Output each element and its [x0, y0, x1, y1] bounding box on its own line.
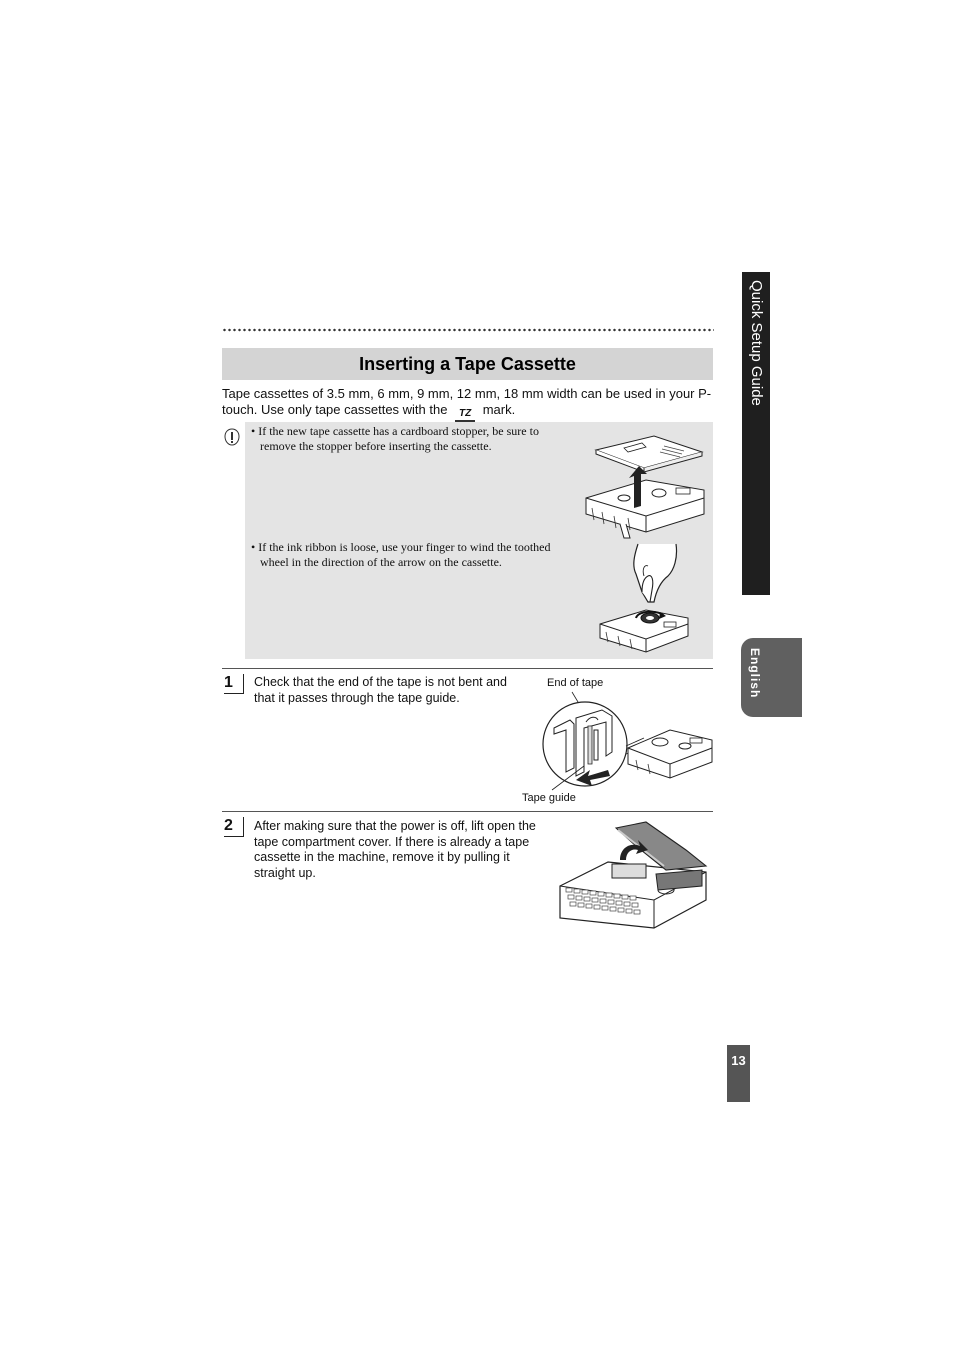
- dotted-divider: [222, 328, 714, 332]
- section-side-tab: [742, 272, 770, 595]
- step-divider: [222, 668, 713, 669]
- step-text: Check that the end of the tape is not bent and that it passes through the tape guide.: [254, 675, 507, 705]
- step-number: 1: [224, 674, 244, 694]
- language-tab-label: English: [748, 648, 762, 699]
- intro-text-end: mark.: [482, 402, 516, 417]
- section-side-label: Quick Setup Guide: [748, 280, 765, 406]
- step-divider: [222, 811, 713, 812]
- note-item: [248, 540, 580, 570]
- intro-text: Tape cassettes of 3.5 mm, 6 mm, 9 mm, 12 mm, 18 mm width can be used in your P-touch. Use only tape cassettes with the: [222, 386, 712, 417]
- note-bullet: •: [251, 424, 256, 438]
- tz-logo-icon: TZ: [453, 409, 477, 423]
- end-of-tape-label: End of tape: [547, 677, 604, 689]
- page-number: 13: [727, 1045, 750, 1102]
- language-tab: [741, 638, 802, 717]
- step-number: 2: [224, 817, 244, 837]
- note-item: [248, 424, 570, 454]
- finger-wind-illustration: [598, 544, 693, 656]
- note-text: If the new tape cassette has a cardboard stopper, be sure to remove the stopper before inserting the cassette.: [258, 424, 539, 453]
- intro-paragraph: [222, 386, 714, 423]
- note-text: If the ink ribbon is loose, use your finger to wind the toothed wheel in the direction of the arrow on the cassette.: [258, 540, 551, 569]
- note-bullet: •: [251, 540, 256, 554]
- caution-icon: [224, 428, 240, 446]
- cassette-stopper-illustration: [584, 428, 709, 543]
- tape-guide-illustration: [540, 690, 715, 802]
- tape-guide-label: Tape guide: [522, 792, 576, 804]
- labeler-open-cover-illustration: [556, 820, 711, 935]
- section-title: Inserting a Tape Cassette: [222, 348, 713, 380]
- step-text: After making sure that the power is off, lift open the tape compartment cover. If there is already a tape cassette in the machine, remove it by pulling it straight up.: [254, 819, 536, 880]
